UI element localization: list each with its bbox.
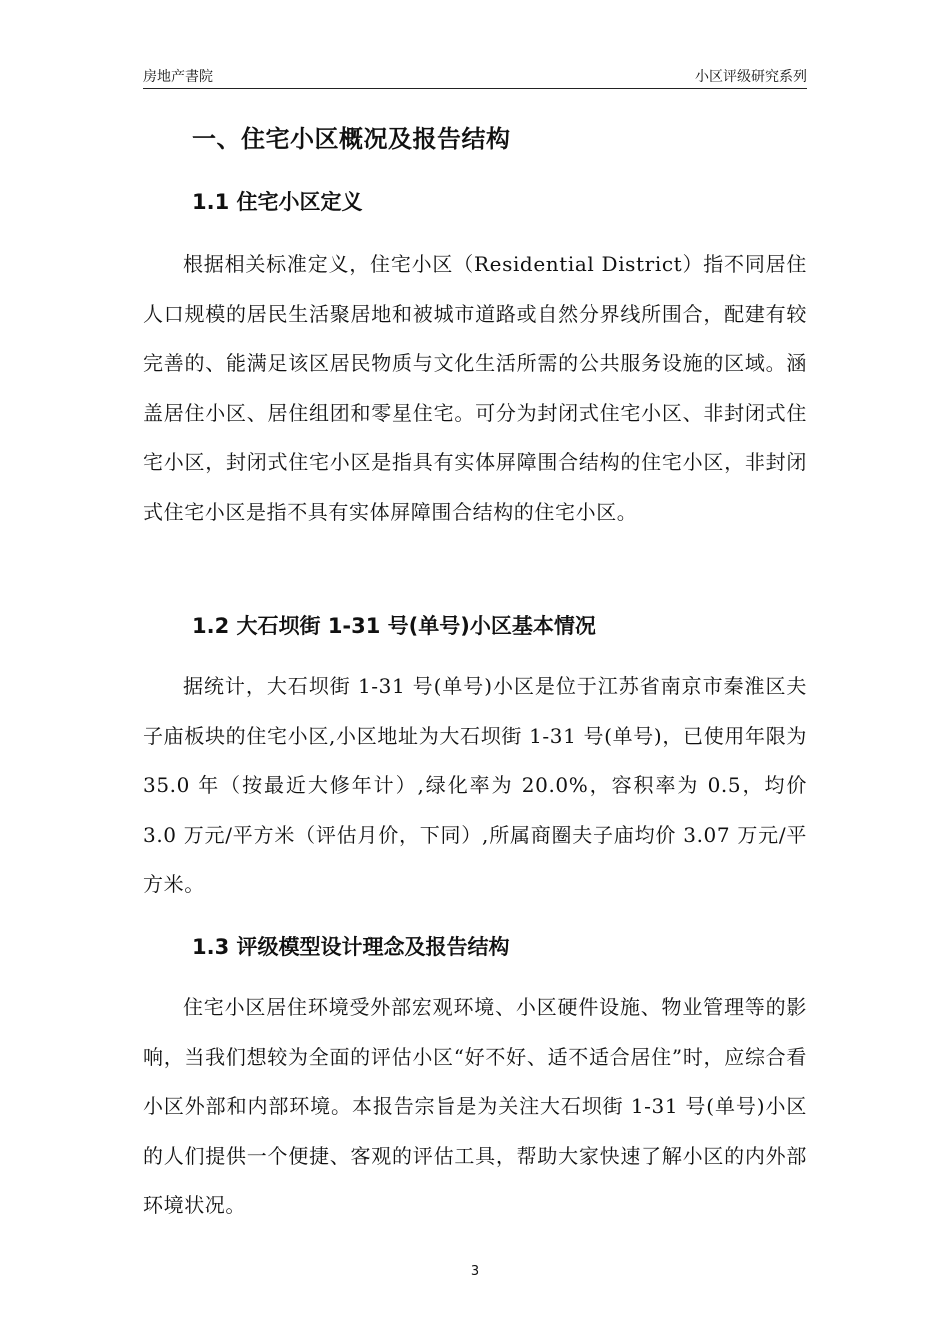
chapter-title: 一、住宅小区概况及报告结构 [192, 125, 511, 153]
header-publisher: 房地产書院 [143, 69, 213, 85]
section-paragraph-1-2: 据统计，大石坝街 1-31 号(单号)小区是位于江苏省南京市秦淮区夫子庙板块的住宅小区,小区地址为大石坝街 1-31 号(单号)，已使用年限为 35.0 年（按最近大修年计）,绿化率为 20.0%，容积率为 0.5，均价 3.0 万元/平方米（评估月价，下同）,所属商圈夫子庙均价 3.07 万元/平方米。 [143, 674, 807, 896]
section-paragraph-1-1: 根据相关标准定义，住宅小区（Residential District）指不同居住人口规模的居民生活聚居地和被城市道路或自然分界线所围合，配建有较完善的、能满足该区居民物质与文化生活所需的公共服务设施的区域。涵盖居住小区、居住组团和零星住宅。可分为封闭式住宅小区、非封闭式住宅小区，封闭式住宅小区是指具有实体屏障围合结构的住宅小区，非封闭式住宅小区是指不具有实体屏障围合结构的住宅小区。 [143, 252, 807, 524]
section-heading-1-1: 1.1 住宅小区定义 [192, 190, 363, 214]
header-series: 小区评级研究系列 [695, 69, 807, 85]
page-number: 3 [470, 1264, 480, 1279]
section-heading-1-3: 1.3 评级模型设计理念及报告结构 [192, 935, 510, 959]
page-header [143, 62, 807, 89]
section-paragraph-1-3: 住宅小区居住环境受外部宏观环境、小区硬件设施、物业管理等的影响，当我们想较为全面的评估小区“好不好、适不适合居住”时，应综合看小区外部和内部环境。本报告宗旨是为关注大石坝街 1-31 号(单号)小区的人们提供一个便捷、客观的评估工具，帮助大家快速了解小区的内外部环境状况。 [143, 995, 807, 1217]
section-heading-1-2: 1.2 大石坝街 1-31 号(单号)小区基本情况 [192, 614, 596, 638]
